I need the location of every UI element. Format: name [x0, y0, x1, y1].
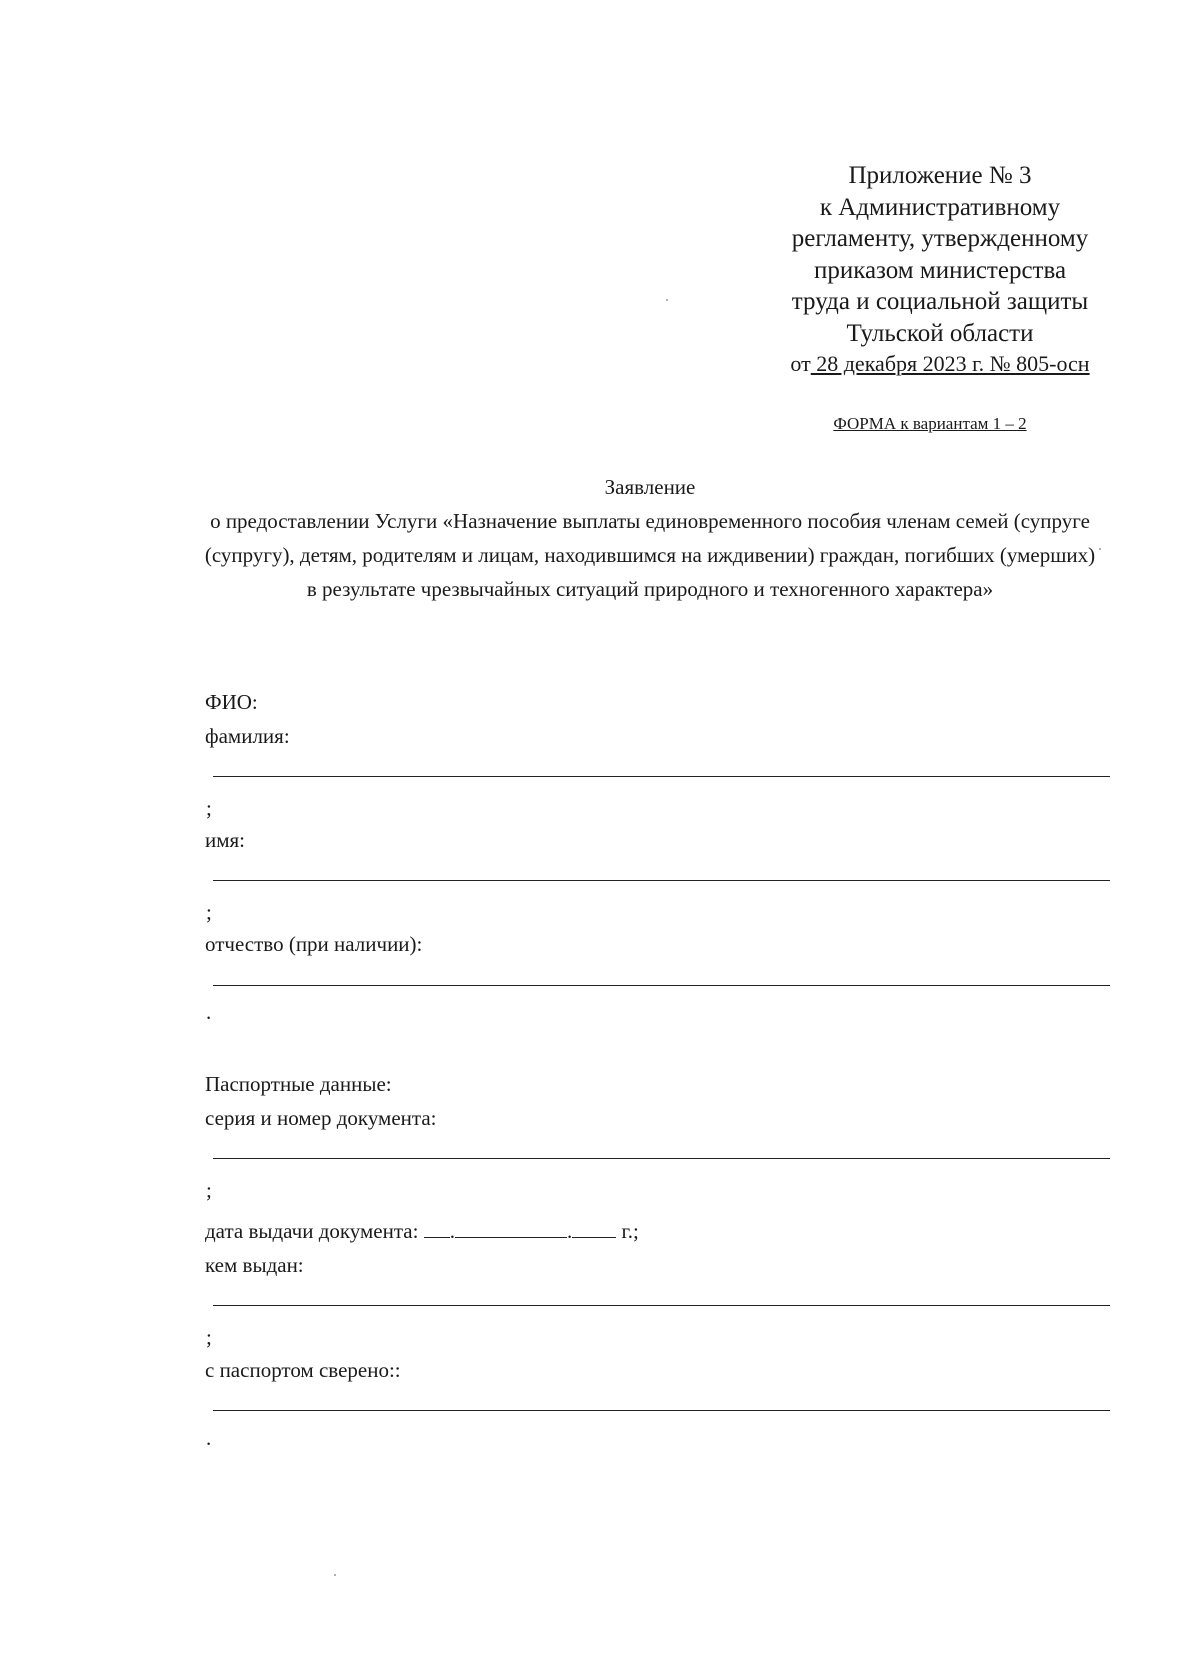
issued-by-label: кем выдан:: [205, 1253, 304, 1277]
passport-number-input-line[interactable]: [213, 1158, 1110, 1159]
issue-date-month-field[interactable]: [455, 1219, 567, 1238]
appendix-line-4: приказом министерства: [813, 256, 1067, 284]
passport-verified-input-line[interactable]: [213, 1410, 1110, 1411]
statement-body: о предоставлении Услуги «Назначение выплаты единовременного пособия членам семей (супруге (супругу), детям, родителям и лицам, находившимся на иждивении) граждан, погибших (умерших) в результате чрезвычайных ситуаций природного и техногенного характера»: [204, 509, 1096, 601]
appendix-line-2: к Административному: [819, 193, 1061, 221]
name-label: имя:: [205, 828, 246, 852]
issued-by-input-line[interactable]: [213, 1305, 1110, 1306]
passport-label: Паспортные данные:: [205, 1072, 392, 1096]
issue-date-suffix: г.;: [616, 1219, 639, 1243]
appendix-header: [760, 160, 1120, 379]
appendix-line-5: труда и социальной защиты: [791, 288, 1089, 315]
appendix-line-1: Приложение № 3: [848, 162, 1032, 189]
issue-date-separator-1: .: [449, 1219, 455, 1243]
issue-date-label: дата выдачи документа:: [205, 1219, 419, 1243]
passport-number-end-mark: ;: [206, 1178, 212, 1202]
issue-date-year-field[interactable]: [572, 1219, 616, 1238]
scan-speck: [1099, 548, 1101, 550]
name-input-line[interactable]: [213, 880, 1110, 881]
issue-date-separator-2: .: [566, 1219, 573, 1243]
issue-date-row: [205, 1217, 639, 1245]
issue-date-day-field[interactable]: [424, 1219, 450, 1238]
issued-by-end-mark: ;: [206, 1325, 212, 1349]
statement-heading: Заявление: [604, 475, 696, 499]
statement-title: [200, 470, 1100, 606]
surname-input-line[interactable]: [213, 776, 1110, 777]
passport-number-label: серия и номер документа:: [205, 1106, 437, 1130]
fio-label: ФИО:: [205, 690, 258, 714]
appendix-date-prefix: от: [790, 351, 811, 376]
scan-speck: [666, 299, 668, 301]
patronymic-label: отчество (при наличии):: [205, 932, 423, 956]
passport-verified-label: с паспортом сверено::: [205, 1358, 401, 1382]
form-note: ФОРМА к вариантам 1 – 2: [833, 414, 1027, 433]
appendix-line-3: регламенту, утвержденному: [791, 225, 1089, 252]
appendix-line-6: Тульской области: [846, 319, 1034, 347]
patronymic-end-mark: .: [206, 1000, 212, 1024]
appendix-date-value: 28 декабря 2023 г. № 805-осн: [810, 351, 1090, 376]
surname-label: фамилия:: [205, 724, 290, 748]
passport-verified-end-mark: .: [206, 1426, 212, 1450]
appendix-date-line: [760, 349, 1120, 379]
surname-end-mark: ;: [206, 796, 212, 820]
patronymic-input-line[interactable]: [213, 985, 1110, 986]
scan-speck: [334, 1574, 336, 1576]
name-end-mark: ;: [206, 900, 212, 924]
